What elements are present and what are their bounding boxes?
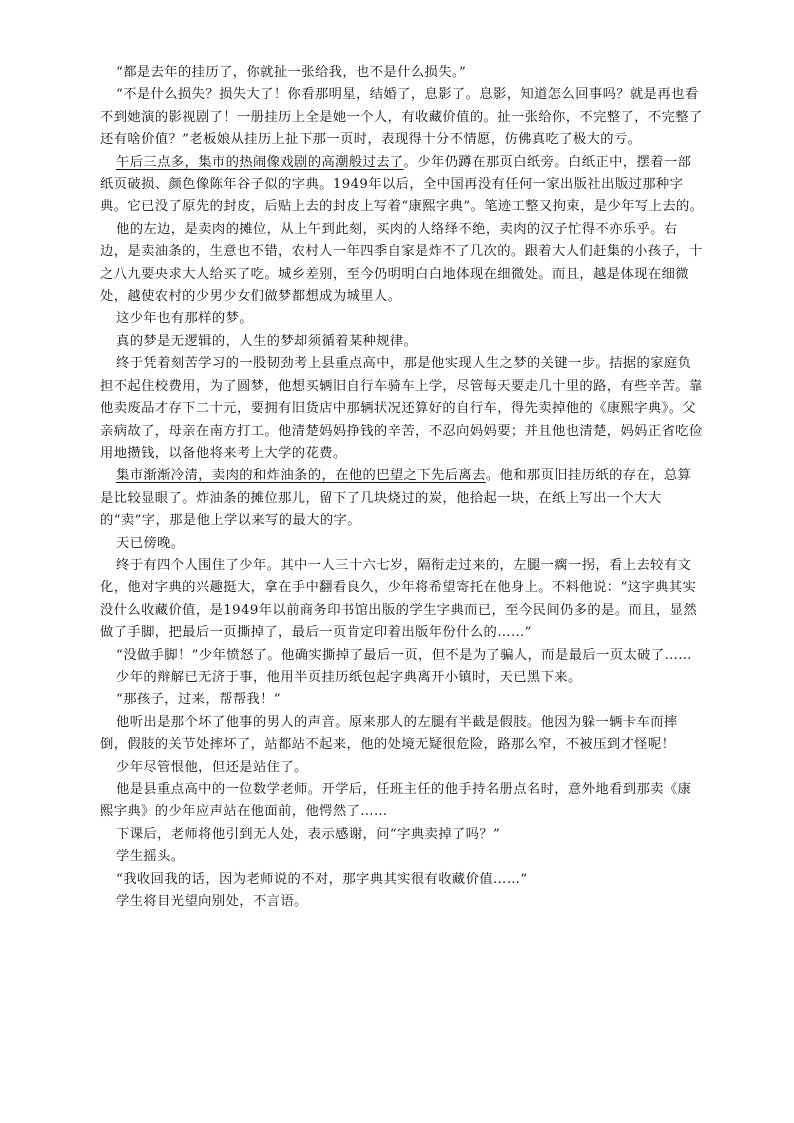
paragraph: “那孩子，过来，帮帮我！”	[116, 692, 282, 708]
paragraph-rest: 。少年仍蹲在那页白纸旁。白纸正中，摆着一部纸页破损、颜色像陈年谷子似的字典。1949年以后，全中国再没有任何一家出版社出版过那种字典。它已没了原先的封皮，后贴上去的封皮上写着“康熙字典”。笔迹工整又拘束，是少年写上去的。	[100, 154, 704, 215]
paragraph	[100, 152, 704, 219]
underlined-sentence: 午后三点多，集市的热闹像戏剧的高潮般过去了	[116, 154, 404, 170]
paragraph: 终于有四个人围住了少年。其中一人三十六七岁，隔衔走过来的，左腿一瘸一拐，看上去较有文化，他对字典的兴趣挺大，拿在手中翻看良久，少年将希望寄托在他身上。不料他说：“这字典其实没什么收藏价值，是1949年以前商务印书馆出版的学生字典而已，至今民间仍多的是。而且，显然做了手脚，把最后一页撕掉了，最后一页肯定印着出版年份什么的……”	[100, 557, 698, 641]
paragraph-rest: 。他和那页旧挂历纸的存在，总算是比较显眼了。炸油条的摊位那儿，留下了几块烧过的炭，他拾起一块，在纸上写出一个大大的“卖”字，那是他上学以来写的最大的字。	[100, 468, 692, 529]
paragraph: 这少年也有那样的梦。	[116, 311, 253, 327]
paragraph: 天已傍晚。	[116, 535, 185, 551]
paragraph: 终于凭着刻苦学习的一股韧劲考上县重点高中，那是他实现人生之梦的关键一步。拮据的家庭负担不起住校费用，为了圆梦，他想买辆旧自行车骑车上学，尽管每天要走几十里的路，有些辛苦。靠他卖废品才存下二十元，要拥有旧货店中那辆状况还算好的自行车，得先卖掉他的《康熙字典》。父亲病故了，母亲在南方打工。他清楚妈妈挣钱的辛苦，不忍向妈妈要；并且他也清楚，妈妈正省吃俭用地攒钱，以备他将来考上大学的花费。	[100, 356, 703, 461]
paragraph: 少年的辩解已无济于事，他用半页挂历纸包起字典离开小镇时，天已黑下来。	[116, 669, 582, 685]
story-body	[100, 62, 704, 913]
underlined-sentence: 集市渐渐冷清，卖肉的和炸油条的，在他的巴望之下先后离去	[116, 468, 486, 484]
paragraph: “不是什么损失？损失大了！你看那明星，结婚了，息影了。息影，知道怎么回事吗？就是再也看不到她演的影视剧了！一册挂历上全是她一个人，有收藏价值的。扯一张给你，不完整了，不完整了还有啥价值？”老板娘从挂历上扯下那一页时，表现得十分不情愿，仿佛真吃了极大的亏。	[100, 87, 703, 148]
paragraph: 真的梦是无逻辑的，人生的梦却须循着某种规律。	[116, 333, 418, 349]
paragraph: 少年尽管恨他，但还是站住了。	[116, 759, 308, 775]
paragraph: 学生将目光望向别处，不言语。	[116, 894, 308, 910]
paragraph: “都是去年的挂历了，你就扯一张给我，也不是什么损失。”	[116, 65, 467, 80]
paragraph: 他是县重点高中的一位数学老师。开学后，任班主任的他手持名册点名时，意外地看到那卖《康熙字典》的少年应声站在他面前，他愕然了……	[100, 782, 692, 820]
paragraph: 下课后，老师将他引到无人处，表示感谢，问“字典卖掉了吗？”	[116, 826, 501, 842]
paragraph: 他的左边，是卖肉的摊位，从上午到此刻，买肉的人络绎不绝，卖肉的汉子忙得不亦乐乎。右边，是卖油条的，生意也不错，农村人一年四季自家是炸不了几次的。跟着大人们赶集的小孩子，十之八九要央求大人给买了吃。城乡差别，至今仍明明白白地体现在细微处。而且，越是体现在细微处，越使农村的少男少女们做梦都想成为城里人。	[100, 221, 703, 305]
paragraph: “我收回我的话，因为老师说的不对，那字典其实很有收藏价值……”	[116, 871, 528, 887]
paragraph: 他听出是那个坏了他事的男人的声音。原来那人的左腿有半截是假肢。他因为躲一辆卡车而摔倒，假肢的关节处摔坏了，站都站不起来，他的处境无疑很危险，路那么窄，不被压到才怪呢！	[100, 714, 678, 753]
paragraph: “没做手脚！”少年愤怒了。他确实撕掉了最后一页，但不是为了骗人，而是最后一页太破了……	[116, 647, 692, 663]
paragraph: 学生摇头。	[116, 849, 185, 865]
paragraph	[100, 465, 704, 532]
